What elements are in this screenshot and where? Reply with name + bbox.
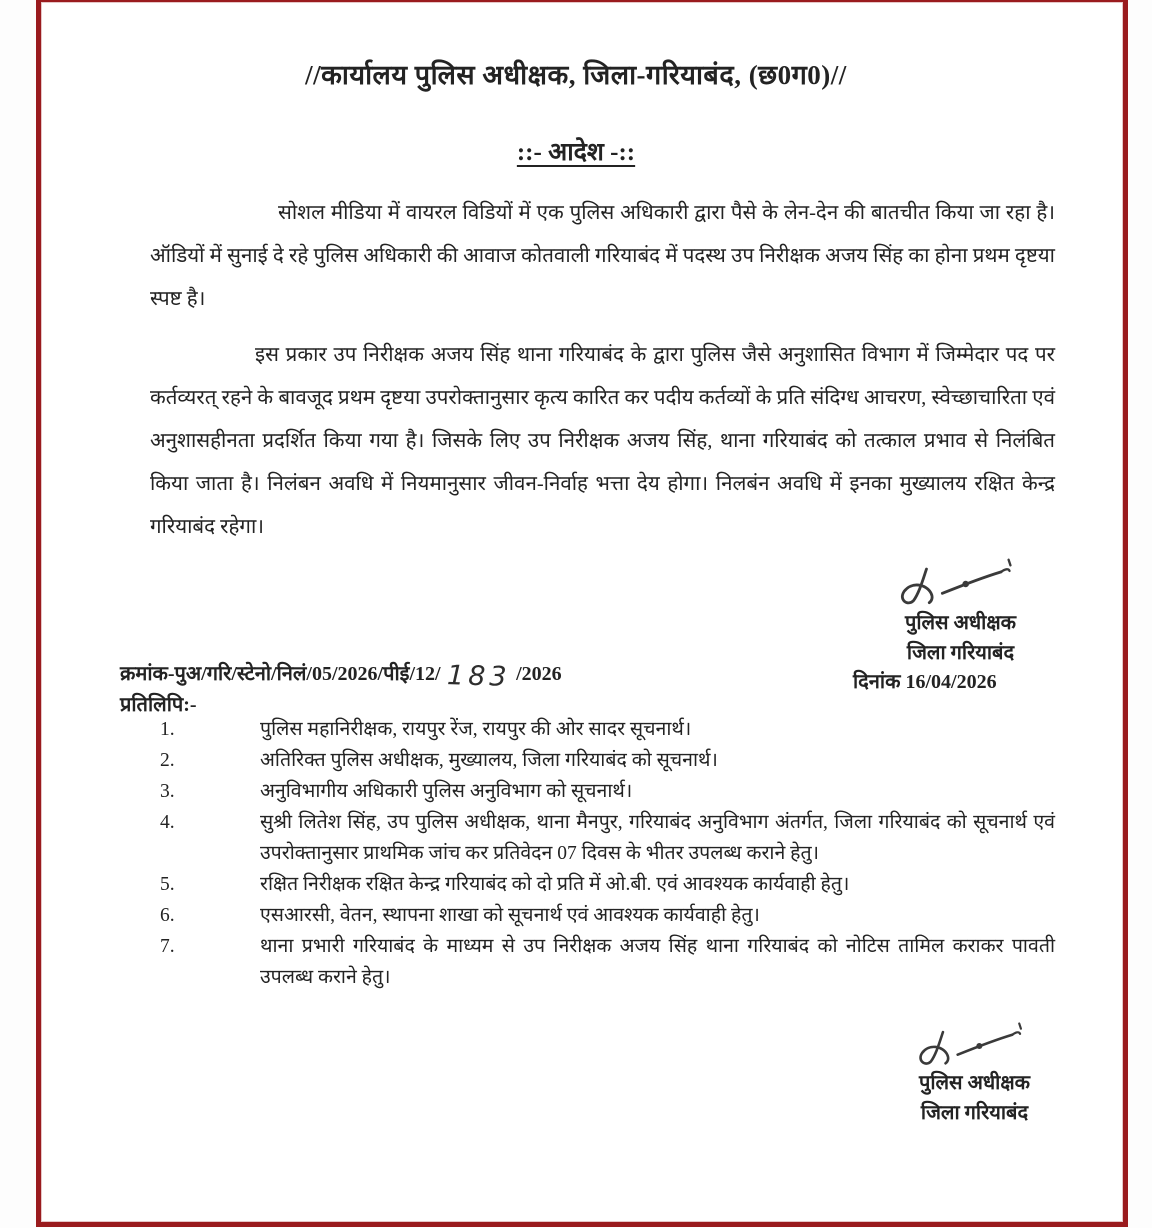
list-item-text: अनुविभागीय अधिकारी पुलिस अनुविभाग को सूचनार्थ। xyxy=(260,781,633,802)
list-item-text: एसआरसी, वेतन, स्थापना शाखा को सूचनार्थ एवं आवश्यक कार्यवाही हेतु। xyxy=(260,905,760,926)
reference-number xyxy=(120,656,562,693)
date-label: दिनांक xyxy=(853,671,901,693)
list-item-text: अतिरिक्त पुलिस अधीक्षक, मुख्यालय, जिला गरियाबंद को सूचनार्थ। xyxy=(260,750,718,771)
paragraph-1: सोशल मीडिया में वायरल विडियों में एक पुलिस अधिकारी द्वारा पैसे के लेन-देन की बातचीत किया जा रहा है। ऑडियों में सुनाई दे रहे पुलिस अधिकारी की आवाज कोतवाली गरियाबंद में पदस्थ उप निरीक्षक अजय सिंह का होना प्रथम दृष्टया स्पष्ट है। xyxy=(150,202,1055,310)
paragraph-2: इस प्रकार उप निरीक्षक अजय सिंह थाना गरियाबंद के द्वारा पुलिस जैसे अनुशासित विभाग में जिम्मेदार पद पर कर्तव्यरत् रहने के बावजूद प्रथम दृष्टया उपरोक्तानुसार कृत्य कारित कर पदीय कर्तव्यों के प्रति संदिग्ध आचरण, स्वेच्छाचारिता एवं अनुशासहीनता प्रदर्शित किया गया है। जिसके लिए उप निरीक्षक अजय सिंह, थाना गरियाबंद को तत्काल प्रभाव से निलंबित किया जाता है। निलंबन अवधि में नियमानुसार जीवन-निर्वाह भत्ता देय होगा। निलबंन अवधि में इनका मुख्यालय रक्षित केन्द्र गरियाबंद रहेगा। xyxy=(150,344,1055,538)
order-title xyxy=(0,134,1152,168)
signature-block-top xyxy=(858,556,1063,668)
signer-district: जिला गरियाबंद xyxy=(906,642,1015,664)
office-header: //कार्यालय पुलिस अधीक्षक, जिला-गरियाबंद, (छ0ग0)// xyxy=(305,60,847,90)
list-item xyxy=(160,931,1055,993)
list-item-number: 2. xyxy=(160,750,175,771)
copy-to-heading: प्रतिलिपि:- xyxy=(120,694,197,716)
list-item xyxy=(160,807,1055,869)
signature-scribble-icon xyxy=(905,1020,1045,1072)
list-item-number: 1. xyxy=(160,719,175,740)
copy-to-list xyxy=(160,714,1055,993)
list-item xyxy=(160,900,1055,931)
list-item-text: थाना प्रभारी गरियाबंद के माध्यम से उप निरीक्षक अजय सिंह थाना गरियाबंद को नोटिस तामिल कराकर पावती उपलब्ध कराने हेतु। xyxy=(260,936,1055,988)
list-item-text: सुश्री लितेश सिंह, उप पुलिस अधीक्षक, थाना मैनपुर, गरियाबंद अनुविभाग अंतर्गत, जिला गरियाबंद को सूचनार्थ एवं उपरोक्तानुसार प्राथमिक जांच कर प्रतिवेदन 07 दिवस के भीतर उपलब्ध कराने हेतु। xyxy=(260,812,1055,864)
reference-suffix: /2026 xyxy=(516,663,562,685)
list-item-text: पुलिस महानिरीक्षक, रायपुर रेंज, रायपुर की ओर सादर सूचनार्थ। xyxy=(260,719,692,740)
reference-prefix: क्रमांक-पुअ/गरि/स्टेनो/निलं/05/2026/पीई/12/ xyxy=(120,663,441,685)
list-item-number: 4. xyxy=(160,812,175,833)
order-date xyxy=(853,667,997,694)
list-item-text: रक्षित निरीक्षक रक्षित केन्द्र गरियाबंद को दो प्रति में ओ.बी. एवं आवश्यक कार्यवाही हेतु। xyxy=(260,874,850,895)
signature-scribble-icon xyxy=(886,556,1036,612)
list-item xyxy=(160,869,1055,900)
signer-designation: पुलिस अधीक्षक xyxy=(904,612,1017,634)
date-value: 16/04/2026 xyxy=(905,671,997,693)
list-item xyxy=(160,776,1055,807)
list-item-number: 3. xyxy=(160,781,175,802)
list-item-number: 5. xyxy=(160,874,175,895)
handwritten-dispatch-number: 183 xyxy=(446,660,511,693)
signature-block-bottom xyxy=(872,1020,1077,1128)
order-title-text: ::- आदेश -:: xyxy=(516,139,636,166)
list-item xyxy=(160,714,1055,745)
signer-designation: पुलिस अधीक्षक xyxy=(918,1072,1031,1094)
list-item-number: 6. xyxy=(160,905,175,926)
signer-district: जिला गरियाबंद xyxy=(920,1102,1029,1124)
list-item xyxy=(160,745,1055,776)
list-item-number: 7. xyxy=(160,936,175,957)
